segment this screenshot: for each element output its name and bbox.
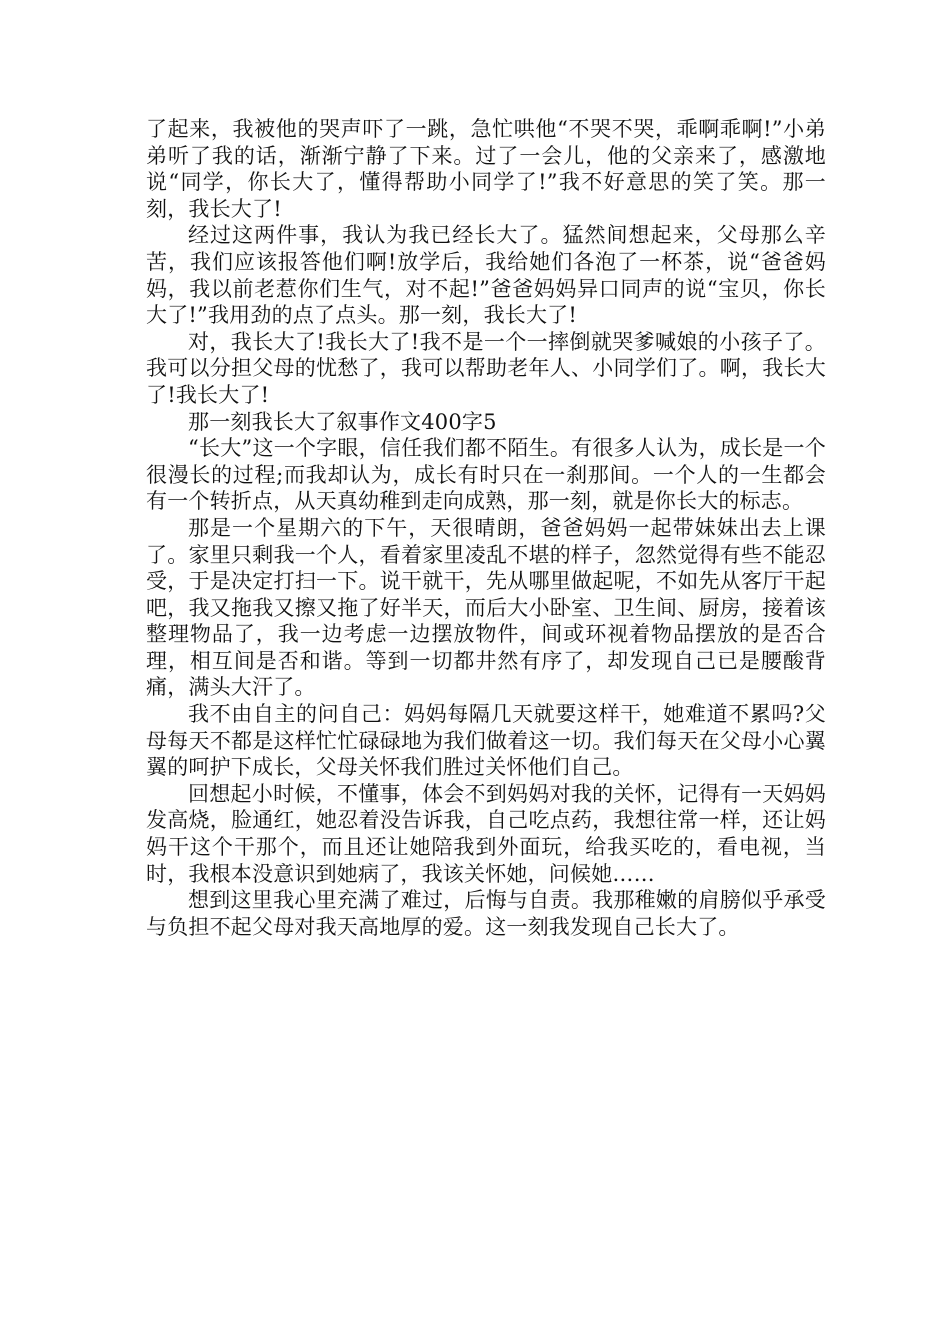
paragraph-1: 了起来，我被他的哭声吓了一跳，急忙哄他“不哭不哭，乖啊乖啊!”小弟弟听了我的话，渐渐宁静了下来。过了一会儿，他的父亲来了，感激地说“同学，你长大了，懂得帮助小同学了!”我不好意思的笑了笑。那一刻，我长大了! bbox=[146, 117, 826, 221]
paragraph-8: 回想起小时候，不懂事，体会不到妈妈对我的关怀，记得有一天妈妈发高烧，脸通红，她忍着没告诉我，自己吃点药，我想往常一样，还让妈妈干这个干那个，而且还让她陪我到外面玩，给我买吃的，看电视，当时，我根本没意识到她病了，我该关怀她，问候她…… bbox=[146, 781, 826, 886]
paragraph-7: 我不由自主的问自己：妈妈每隔几天就要这样干，她难道不累吗?父母每天不都是这样忙忙碌碌地为我们做着这一切。我们每天在父母小心翼翼的呵护下成长，父母关怀我们胜过关怀他们自己。 bbox=[146, 702, 826, 780]
paragraph-5: “长大”这一个字眼，信任我们都不陌生。有很多人认为，成长是一个很漫长的过程;而我却认为，成长有时只在一刹那间。一个人的一生都会有一个转折点，从天真幼稚到走向成熟，那一刻，就是你长大的标志。 bbox=[146, 436, 826, 514]
document-body bbox=[146, 116, 826, 940]
paragraph-9: 想到这里我心里充满了难过，后悔与自责。我那稚嫩的肩膀似乎承受与负担不起父母对我天高地厚的爱。这一刻我发现自己长大了。 bbox=[146, 888, 826, 939]
paragraph-6: 那是一个星期六的下午，天很晴朗，爸爸妈妈一起带妹妹出去上课了。家里只剩我一个人，看着家里凌乱不堪的样子，忽然觉得有些不能忍受，于是决定打扫一下。说干就干，先从哪里做起呢，不如先从客厅干起吧，我又拖我又擦又拖了好半天，而后大小卧室、卫生间、厨房，接着该整理物品了，我一边考虑一边摆放物件，间或环视着物品摆放的是否合理，相互间是否和谐。等到一切都井然有序了，却发现自己已是腰酸背痛，满头大汗了。 bbox=[146, 515, 826, 700]
section-heading: 那一刻我长大了叙事作文400字5 bbox=[188, 409, 497, 434]
paragraph-2: 经过这两件事，我认为我已经长大了。猛然间想起来，父母那么辛苦，我们应该报答他们啊!放学后，我给她们各泡了一杯茶，说“爸爸妈妈，我以前老惹你们生气，对不起!”爸爸妈妈异口同声的说“宝贝，你长大了!”我用劲的点了点头。那一刻，我长大了! bbox=[146, 223, 826, 328]
paragraph-3: 对，我长大了!我长大了!我不是一个一摔倒就哭爹喊娘的小孩子了。我可以分担父母的忧愁了，我可以帮助老年人、小同学们了。啊，我长大了!我长大了! bbox=[146, 329, 826, 407]
